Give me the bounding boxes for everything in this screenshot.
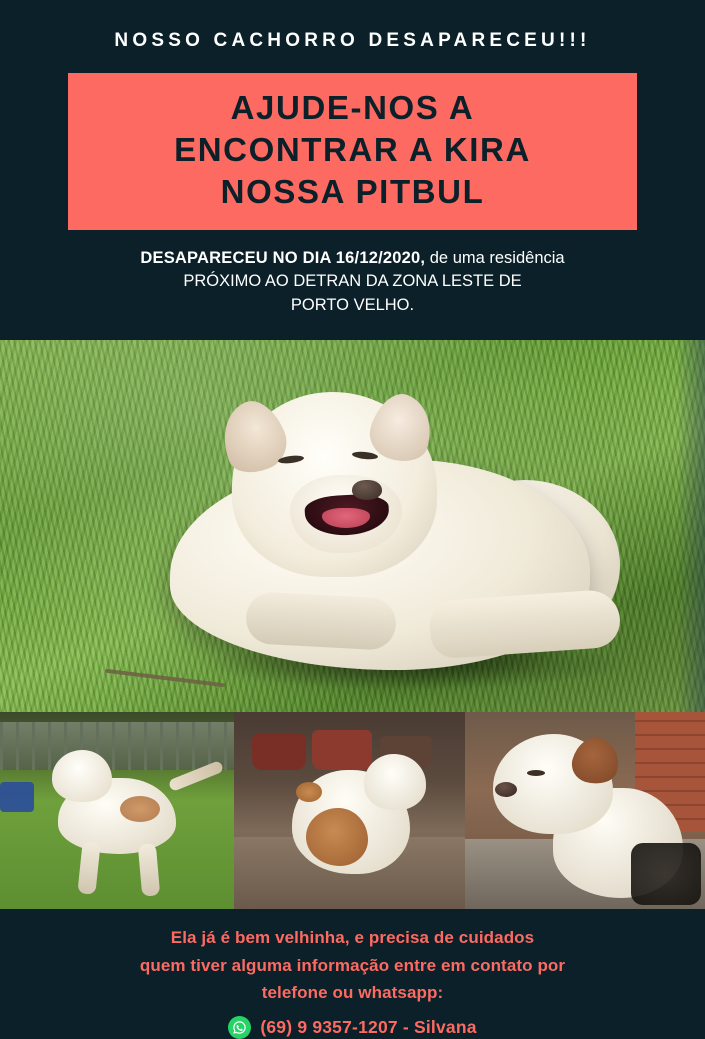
details-line-3: PORTO VELHO. <box>290 296 415 315</box>
footer-line-3: telefone ou whatsapp: <box>261 983 444 1003</box>
details-line-1 <box>0 247 705 271</box>
footer-line-2: quem tiver alguma informação entre em contato por <box>139 955 566 975</box>
contact-phone[interactable]: (69) 9 9357-1207 - Silvana <box>260 1016 477 1037</box>
whatsapp-icon <box>228 1016 251 1039</box>
dog-photo-thumb-2 <box>234 712 465 909</box>
dog-photo-thumb-3 <box>465 712 705 909</box>
headline-band <box>68 73 637 230</box>
contact-row[interactable] <box>0 1016 705 1039</box>
dog-illustration-main <box>0 340 705 712</box>
thumbnail-row <box>0 712 705 909</box>
photo-edge-shade <box>677 340 705 712</box>
dog-photo-main <box>0 340 705 712</box>
poster-footer <box>0 909 705 1039</box>
missing-date-text: DESAPARECEU NO DIA 16/12/2020, <box>140 248 426 267</box>
poster-kicker: NOSSO CACHORRO DESAPARECEU!!! <box>114 30 591 51</box>
dog-photo-thumb-1 <box>0 712 234 909</box>
details-line-2: PRÓXIMO AO DETRAN DA ZONA LESTE DE <box>183 272 522 291</box>
headline-line-3: NOSSA PITBUL <box>220 173 485 211</box>
footer-line-1: Ela já é bem velhinha, e precisa de cuidados <box>170 928 535 948</box>
poster-header <box>0 0 705 340</box>
details-line-1-rest: de uma residência <box>425 248 565 267</box>
headline-line-2: ENCONTRAR A KIRA <box>174 131 531 169</box>
poster-details <box>0 247 705 327</box>
headline-line-1: AJUDE-NOS A <box>230 88 475 126</box>
